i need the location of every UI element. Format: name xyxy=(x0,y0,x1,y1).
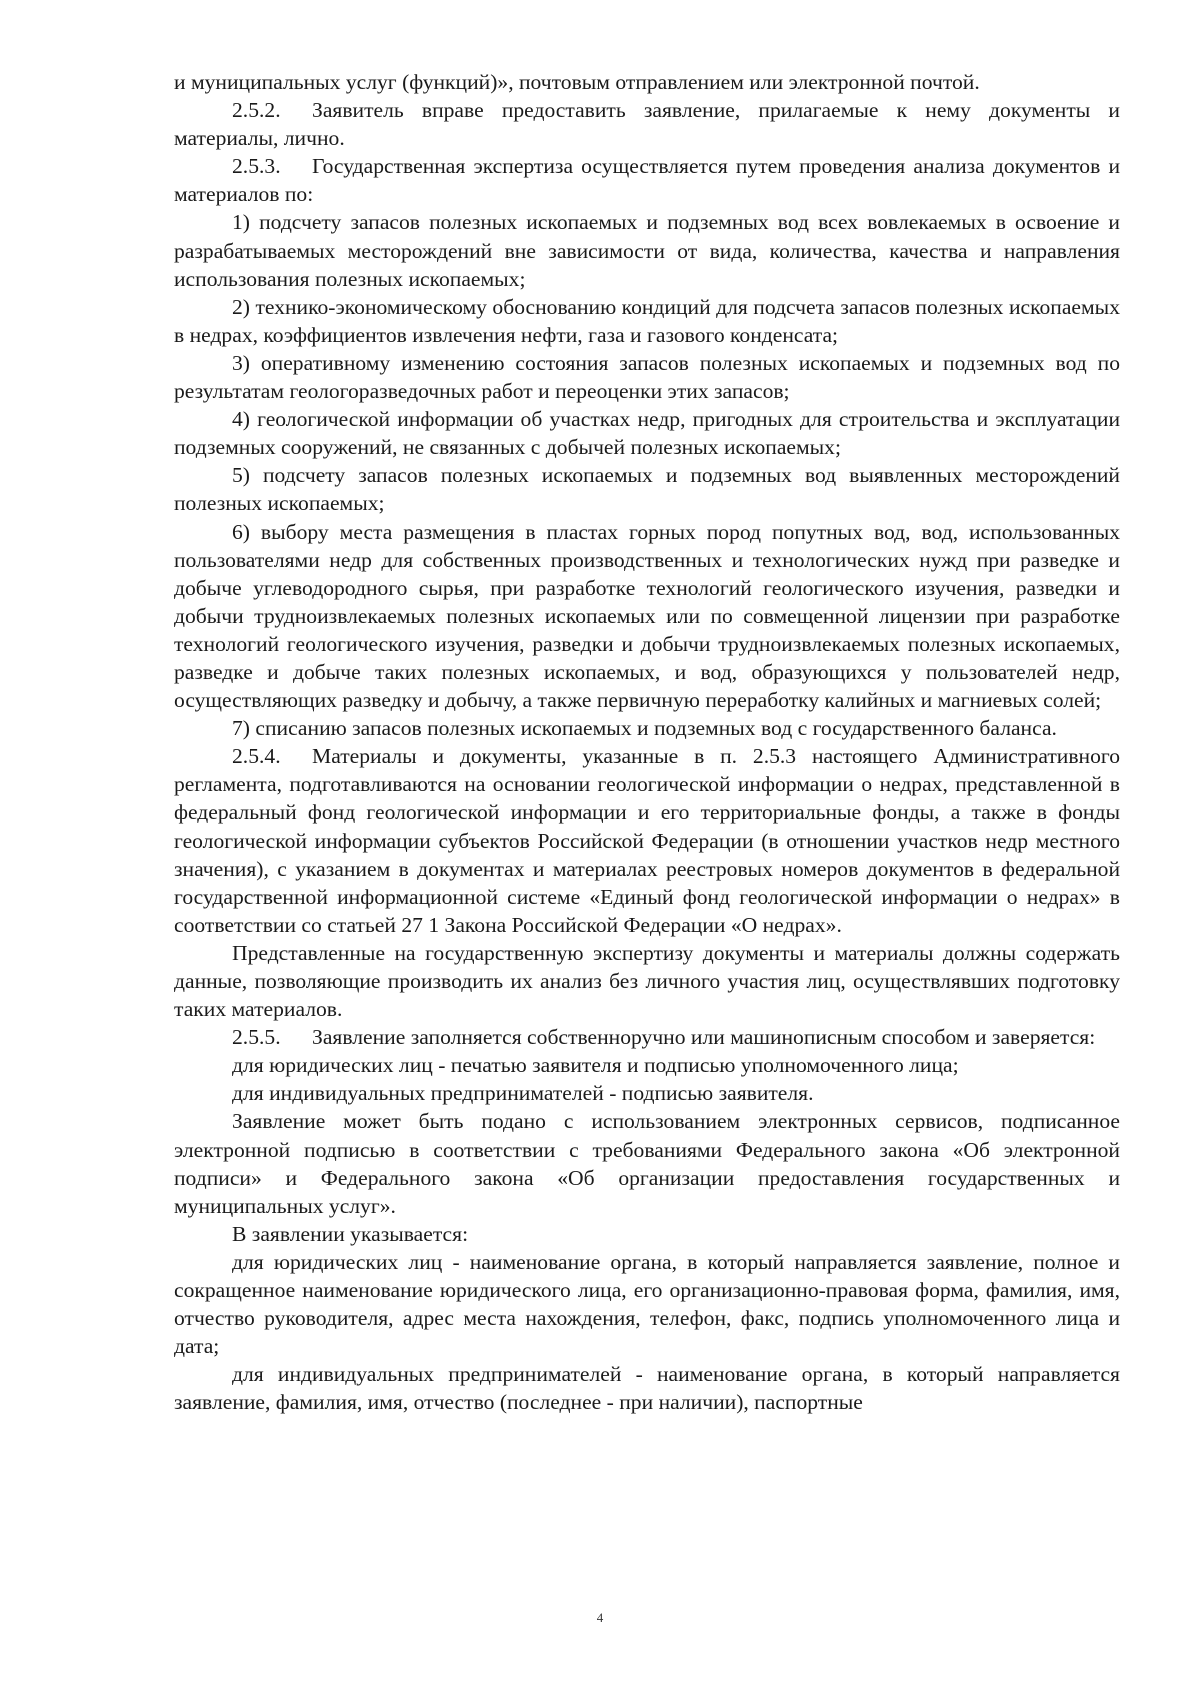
paragraph-2-5-5: 2.5.5. Заявление заполняется собственноручно или машинописным способом и заверяется: xyxy=(174,1023,1120,1051)
paragraph-2-5-2: 2.5.2. Заявитель вправе предоставить заявление, прилагаемые к нему документы и материалы, лично. xyxy=(174,98,1120,151)
paragraph-electronic-submission: Заявление может быть подано с использованием электронных сервисов, подписанное электронной подписью в соответствии с требованиями Федерального закона «Об электронной подписи» и Федерального закона «Об организации предоставления государственных и муниципальных услуг». xyxy=(174,1109,1120,1218)
paragraph-2-5-4: 2.5.4. Материалы и документы, указанные в п. 2.5.3 настоящего Административного регламента, подготавливаются на основании геологической информации о недрах, представленной в федеральный фонд геологической информации и его территориальные фонды, а также в фонды геологической информации субъектов Российской Федерации (в отношении участков недр местного значения), с указанием в документах и материалах реестровых номеров документов в федеральной государственной информационной системе «Единый фонд геологической информации о недрах» в соответствии со статьей 27 1 Закона Российской Федерации «О недрах». xyxy=(174,744,1120,937)
list-item-1: 1) подсчету запасов полезных ископаемых и подземных вод всех вовлекаемых в освоение и разрабатываемых месторождений вне зависимости от вида, количества, качества и направления использования полезных ископаемых; xyxy=(174,210,1120,291)
paragraph-continuation: и муниципальных услуг (функций)», почтовым отправлением или электронной почтой. xyxy=(174,70,980,94)
section-number: 2.5.5. xyxy=(232,1025,281,1050)
paragraph-materials: Представленные на государственную экспертизу документы и материалы должны содержать данные, позволяющие производить их анализ без личного участия лиц, осуществлявших подготовку таких материалов. xyxy=(174,940,1120,1022)
list-item-7: 7) списанию запасов полезных ископаемых и подземных вод с государственного баланса. xyxy=(232,716,1057,741)
list-item-6: 6) выбору места размещения в пластах горных пород попутных вод, вод, использованных пользователями недр для собственных производственных и технологических нужд при разведке и добыче углеводородного сырья, при разработке технологий геологического изучения, разведки и добычи трудноизвлекаемых полезных ископаемых или по совмещенной лицензии при разработке технологий геологического изучения, разведки и добычи трудноизвлекаемых полезных ископаемых, разведке и добыче таких полезных ископаемых, и вод, образующихся у пользователей недр, осуществляющих разведку и добычу, а также первичную переработку калийных и магниевых солей; xyxy=(174,519,1120,713)
paragraph-entrepreneurs-details: для индивидуальных предпринимателей - наименование органа, в который направляется заявление, фамилия, имя, отчество (последнее - при наличии), паспортные xyxy=(174,1362,1120,1415)
paragraph-application-contents: В заявлении указывается: xyxy=(232,1221,469,1246)
list-item-4: 4) геологической информации об участках недр, пригодных для строительства и эксплуатации подземных сооружений, не связанных с добычей полезных ископаемых; xyxy=(174,407,1120,460)
page-number: 4 xyxy=(596,1610,604,1625)
paragraph-legal-entities-seal: для юридических лиц - печатью заявителя и подписью уполномоченного лица; xyxy=(232,1053,959,1078)
paragraph-2-5-3: 2.5.3. Государственная экспертиза осуществляется путем проведения анализа документов и материалов по: xyxy=(174,154,1120,207)
section-number: 2.5.3. xyxy=(232,154,281,179)
list-item-2: 2) технико-экономическому обоснованию кондиций для подсчета запасов полезных ископаемых в недрах, коэффициентов извлечения нефти, газа и газового конденсата; xyxy=(174,294,1120,347)
section-number: 2.5.2. xyxy=(232,98,281,123)
paragraph-legal-entities-details: для юридических лиц - наименование органа, в который направляется заявление, полное и сокращенное наименование юридического лица, его организационно-правовая форма, фамилия, имя, отчество руководителя, адрес места нахождения, телефон, факс, подпись уполномоченного лица и дата; xyxy=(174,1249,1120,1359)
list-item-3: 3) оперативному изменению состояния запасов полезных ископаемых и подземных вод по результатам геологоразведочных работ и переоценки этих запасов; xyxy=(174,350,1120,404)
document-page xyxy=(174,68,1120,1417)
list-item-5: 5) подсчету запасов полезных ископаемых и подземных вод выявленных месторождений полезных ископаемых; xyxy=(174,463,1120,516)
section-number: 2.5.4. xyxy=(232,744,281,769)
paragraph-entrepreneurs-signature: для индивидуальных предпринимателей - подписью заявителя. xyxy=(232,1081,814,1106)
